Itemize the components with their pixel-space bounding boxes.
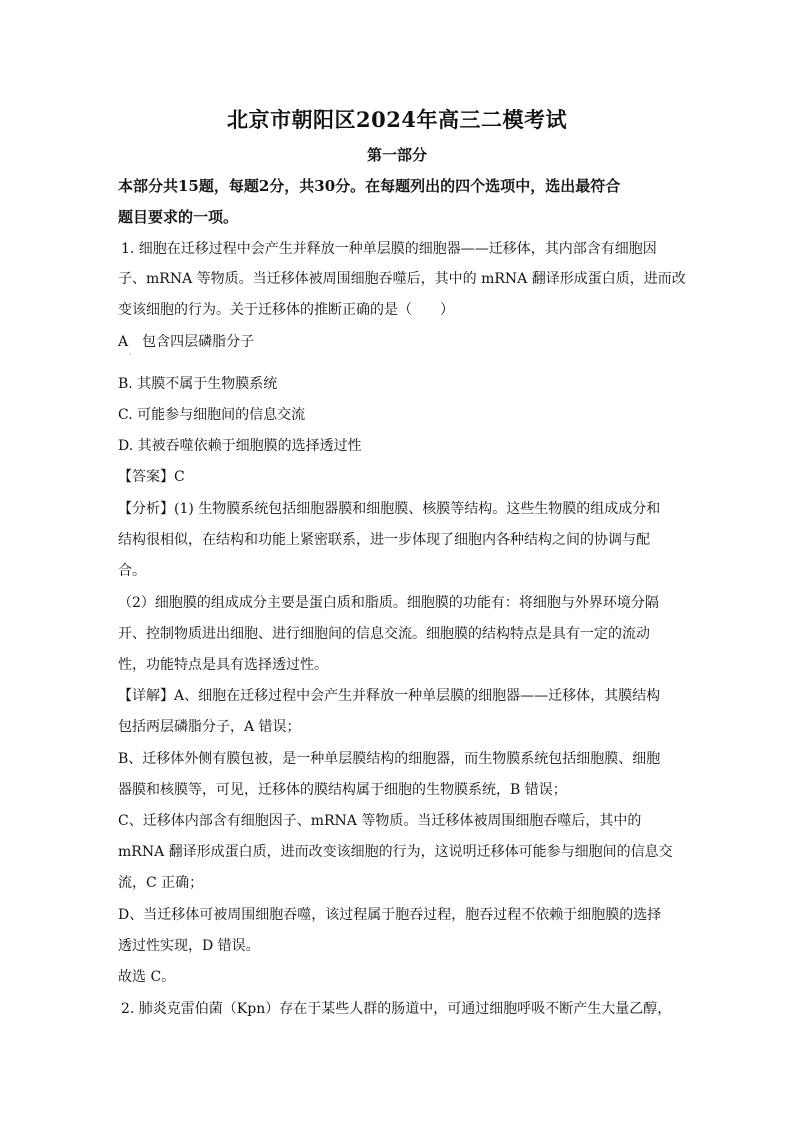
detail-line-10: 故选 C。 — [118, 969, 176, 985]
detail-line-6: mRNA 翻译形成蛋白质，进而改变该细胞的行为，这说明迁移体可能参与细胞间的信息交 — [118, 844, 673, 860]
question-2-stem-line-1: 2. 肺炎克雷伯菌（Kpn）存在于某些人群的肠道中，可通过细胞呼吸不断产生大量乙醇， — [121, 1001, 672, 1017]
analysis-line-1: 【分析】(1) 生物膜系统包括细胞器膜和细胞膜、核膜等结构。这些生物膜的组成成分和 — [118, 501, 661, 517]
analysis-line-4: （2）细胞膜的组成成分主要是蛋白质和脂质。细胞膜的功能有：将细胞与外界环境分隔 — [118, 595, 659, 611]
option-d: D. 其被吞噬依赖于细胞膜的选择透过性 — [118, 438, 362, 454]
detail-line-7: 流，C 正确； — [118, 875, 204, 891]
detail-line-1: 【详解】A、细胞在迁移过程中会产生并释放一种单层膜的细胞器——迁移体，其膜结构 — [118, 688, 661, 704]
detail-line-9: 透过性实现，D 错误。 — [118, 938, 260, 954]
question-1-stem-line-3: 变该细胞的行为。关于迁移体的推断正确的是（ ） — [118, 302, 454, 318]
option-a: A 包含四层磷脂分子 — [118, 334, 255, 350]
analysis-line-6: 性，功能特点是具有选择透过性。 — [118, 657, 328, 673]
option-b: B. 其膜不属于生物膜系统 — [118, 376, 278, 392]
analysis-line-5: 开、控制物质进出细胞、进行细胞间的信息交流。细胞膜的结构特点是具有一定的流动 — [118, 626, 650, 642]
detail-line-8: D、当迁移体可被周围细胞吞噬，该过程属于胞吞过程，胞吞过程不依赖于细胞膜的选择 — [118, 907, 662, 923]
instructions-line-2: 题目要求的一项。 — [118, 208, 239, 226]
section-title: 第一部分 — [366, 146, 427, 164]
page-title: 北京市朝阳区2024年高三二模考试 — [227, 107, 567, 132]
analysis-line-2: 结构很相似，在结构和功能上紧密联系，进一步体现了细胞内各种结构之间的协调与配 — [118, 532, 650, 548]
answer-line: 【答案】C — [118, 469, 185, 485]
option-c: C. 可能参与细胞间的信息交流 — [118, 407, 306, 423]
question-1-stem-line-1: 1. 细胞在迁移过程中会产生并释放一种单层膜的细胞器——迁移体，其内部含有细胞因 — [121, 241, 657, 257]
instructions-line-1: 本部分共15题，每题2分，共30分。在每题列出的四个选项中，选出最符合 — [118, 177, 621, 195]
question-1-stem-line-2: 子、mRNA 等物质。当迁移体被周围细胞吞噬后，其中的 mRNA 翻译形成蛋白质，进而改 — [118, 271, 686, 287]
detail-line-4: 器膜和核膜等，可见，迁移体的膜结构属于细胞的生物膜系统，B 错误； — [118, 782, 567, 798]
detail-line-3: B、迁移体外侧有膜包被，是一种单层膜结构的细胞器，而生物膜系统包括细胞膜、细胞 — [118, 751, 661, 767]
detail-line-5: C、迁移体内部含有细胞因子、mRNA 等物质。当迁移体被周围细胞吞噬后，其中的 — [118, 813, 642, 829]
option-a-dot-mark: · — [129, 350, 132, 359]
detail-line-2: 包括两层磷脂分子，A 错误； — [118, 719, 301, 735]
analysis-line-3: 合。 — [118, 563, 146, 579]
